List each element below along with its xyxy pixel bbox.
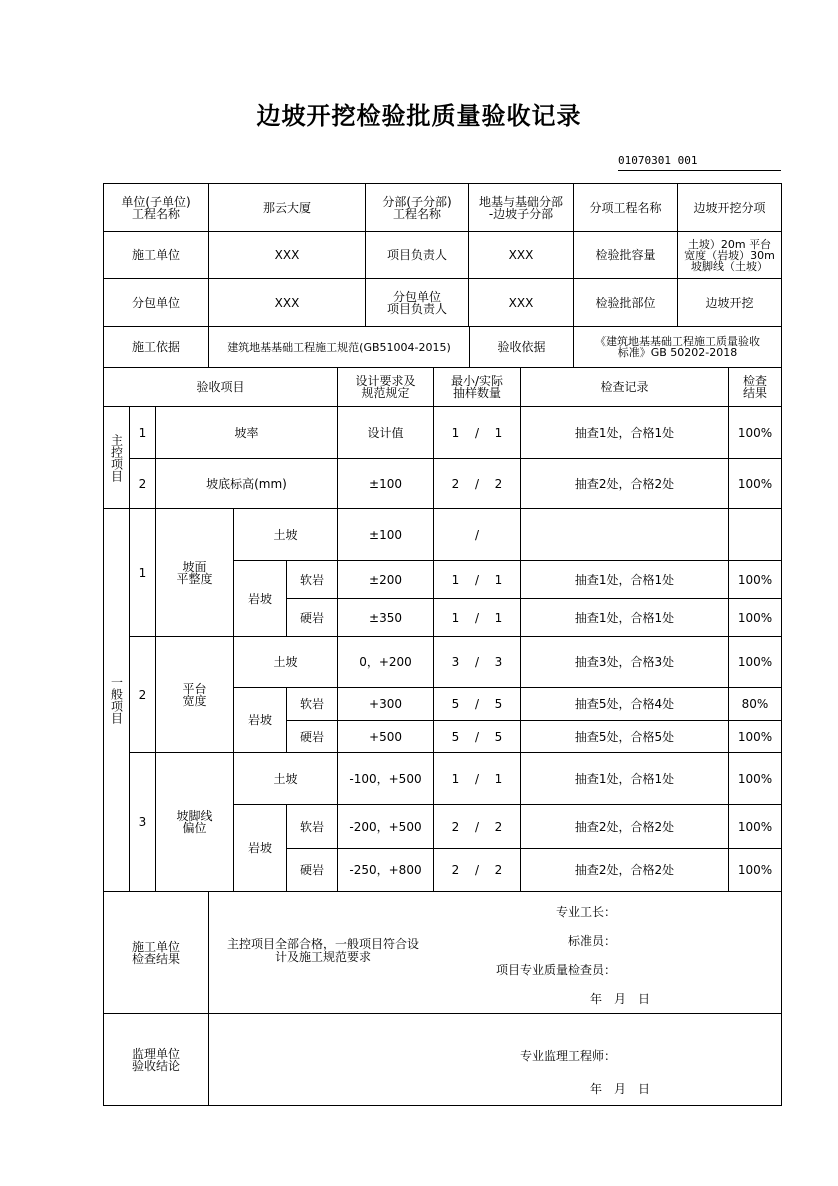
soil-sample	[433, 752, 521, 805]
col-sample: 最小/实际 抽样数量	[433, 367, 521, 407]
part-label: 检验批部位	[573, 278, 678, 327]
soil-sample	[433, 636, 521, 688]
sample-sep: /	[474, 863, 479, 877]
soft-result: 100%	[728, 804, 782, 849]
soft-rock-label: 软岩	[286, 560, 338, 599]
sample-actual: 1	[494, 572, 503, 587]
sample-min: 2	[451, 476, 460, 491]
foreman-label: 专业工长：	[555, 905, 616, 919]
sample-sep: /	[474, 697, 479, 711]
soft-sample	[433, 560, 521, 599]
main-row-record: 抽查1处，合格1处	[520, 406, 729, 459]
sample-min: 1	[451, 572, 460, 587]
construction-date: 年 月 日	[589, 992, 650, 1006]
hard-result: 100%	[728, 598, 782, 637]
soil-slope-label: 土坡	[233, 636, 338, 688]
basis-label: 施工依据	[103, 326, 209, 368]
soft-sample	[433, 687, 521, 721]
main-row-item: 坡率	[155, 406, 338, 459]
sample-sep: /	[474, 572, 479, 587]
main-control-label: 主控项目	[103, 406, 130, 509]
sample-min: 1	[451, 425, 460, 440]
sample-min: 3	[451, 655, 460, 669]
sample-min: 2	[451, 819, 460, 834]
main-row-result: 100%	[728, 406, 782, 459]
soil-record: 抽查1处，合格1处	[520, 752, 729, 805]
supervision-label: 监理单位 验收结论	[103, 1013, 209, 1106]
sample-sep: /	[474, 655, 479, 669]
soil-design: 0，+200	[337, 636, 434, 688]
rock-slope-label: 岩坡	[233, 804, 287, 892]
sample-min: 1	[451, 610, 460, 625]
soil-slope-label: 土坡	[233, 508, 338, 561]
sample-min: 5	[451, 729, 460, 744]
hard-result: 100%	[728, 720, 782, 753]
main-row-sample	[433, 458, 521, 509]
soft-design: ±200	[337, 560, 434, 599]
division-label: 分部(子分部) 工程名称	[365, 183, 469, 232]
hard-result: 100%	[728, 848, 782, 892]
soft-result: 100%	[728, 560, 782, 599]
sample-actual: 1	[494, 610, 503, 625]
soil-design: -100，+500	[337, 752, 434, 805]
contractor-label: 施工单位	[103, 231, 209, 279]
sample-actual: 2	[494, 819, 503, 834]
hard-sample	[433, 720, 521, 753]
sample-actual: 1	[494, 771, 503, 786]
general-group-item: 坡脚线 偏位	[155, 752, 234, 892]
hard-sample	[433, 848, 521, 892]
soil-result	[728, 508, 782, 561]
sample-sep: /	[474, 425, 479, 440]
hard-record: 抽查2处，合格2处	[520, 848, 729, 892]
sample-actual: 5	[494, 697, 503, 711]
soft-rock-label: 软岩	[286, 687, 338, 721]
part-value: 边坡开挖	[677, 278, 782, 327]
subitem-value: 边坡开挖分项	[677, 183, 782, 232]
sub-pm-label: 分包单位 项目负责人	[365, 278, 469, 327]
col-item: 验收项目	[103, 367, 338, 407]
construction-check-label: 施工单位 检查结果	[103, 891, 209, 1014]
subcontractor-value: XXX	[208, 278, 366, 327]
general-group-item: 平台 宽度	[155, 636, 234, 753]
sub-pm-value: XXX	[468, 278, 574, 327]
subitem-label: 分项工程名称	[573, 183, 678, 232]
standard-label: 标准员：	[567, 934, 616, 948]
sample-min: 2	[451, 863, 460, 877]
capacity-value: 土坡）20m 平台 宽度（岩坡）30m 坡脚线（土坡）	[677, 231, 782, 279]
hard-record: 抽查5处，合格5处	[520, 720, 729, 753]
hard-rock-label: 硬岩	[286, 848, 338, 892]
soft-record: 抽查2处，合格2处	[520, 804, 729, 849]
unit-value: 那云大厦	[208, 183, 366, 232]
contractor-value: XXX	[208, 231, 366, 279]
hard-design: +500	[337, 720, 434, 753]
soil-record: 抽查3处，合格3处	[520, 636, 729, 688]
sample-actual: 1	[494, 425, 503, 440]
general-group-no: 1	[129, 508, 156, 637]
sample-sep: /	[474, 527, 480, 542]
accept-basis-label: 验收依据	[469, 326, 574, 368]
pm-value: XXX	[468, 231, 574, 279]
soft-sample	[433, 804, 521, 849]
general-label: 一般项目	[103, 508, 130, 892]
sample-sep: /	[474, 819, 479, 834]
general-group-item: 坡面 平整度	[155, 508, 234, 637]
col-design: 设计要求及 规范规定	[337, 367, 434, 407]
main-row-design: 设计值	[337, 406, 434, 459]
sample-actual: 2	[494, 476, 503, 491]
sample-actual: 5	[494, 729, 503, 744]
page-title: 边坡开挖检验批质量验收记录	[256, 102, 582, 130]
sample-actual: 3	[494, 655, 503, 669]
hard-sample	[433, 598, 521, 637]
main-row-no: 2	[129, 458, 156, 509]
soil-sample	[433, 508, 521, 561]
soft-record: 抽查1处，合格1处	[520, 560, 729, 599]
construction-conclusion: 主控项目全部合格，一般项目符合设 计及施工规范要求	[226, 937, 419, 964]
rock-slope-label: 岩坡	[233, 560, 287, 637]
soil-slope-label: 土坡	[233, 752, 338, 805]
supervisor-label: 专业监理工程师：	[519, 1049, 616, 1063]
hard-rock-label: 硬岩	[286, 598, 338, 637]
basis-value: 建筑地基基础工程施工规范(GB51004-2015)	[208, 326, 470, 368]
hard-design: ±350	[337, 598, 434, 637]
soil-design: ±100	[337, 508, 434, 561]
soft-design: +300	[337, 687, 434, 721]
general-group-no: 2	[129, 636, 156, 753]
main-row-item: 坡底标高(mm)	[155, 458, 338, 509]
hard-record: 抽查1处，合格1处	[520, 598, 729, 637]
capacity-label: 检验批容量	[573, 231, 678, 279]
soft-rock-label: 软岩	[286, 804, 338, 849]
main-row-record: 抽查2处，合格2处	[520, 458, 729, 509]
main-row-result: 100%	[728, 458, 782, 509]
main-row-design: ±100	[337, 458, 434, 509]
sample-sep: /	[474, 476, 479, 491]
sample-sep: /	[474, 610, 479, 625]
soft-record: 抽查5处，合格4处	[520, 687, 729, 721]
pm-label: 项目负责人	[365, 231, 469, 279]
supervision-date: 年 月 日	[589, 1082, 650, 1096]
sample-sep: /	[474, 771, 479, 786]
main-row-sample	[433, 406, 521, 459]
soft-design: -200，+500	[337, 804, 434, 849]
sample-actual: 2	[494, 863, 503, 877]
soil-record	[520, 508, 729, 561]
soil-result: 100%	[728, 752, 782, 805]
subcontractor-label: 分包单位	[103, 278, 209, 327]
unit-label: 单位(子单位) 工程名称	[103, 183, 209, 232]
sample-min: 5	[451, 697, 460, 711]
general-group-no: 3	[129, 752, 156, 892]
doc-number: 01070301 001	[618, 154, 781, 171]
col-result: 检查 结果	[728, 367, 782, 407]
sample-min: 1	[451, 771, 460, 786]
hard-rock-label: 硬岩	[286, 720, 338, 753]
accept-basis-value: 《建筑地基基础工程施工质量验收 标准》GB 50202-2018	[573, 326, 782, 368]
soft-result: 80%	[728, 687, 782, 721]
sample-sep: /	[474, 729, 479, 744]
inspector-label: 项目专业质量检查员：	[495, 963, 616, 977]
soil-result: 100%	[728, 636, 782, 688]
col-record: 检查记录	[520, 367, 729, 407]
division-value: 地基与基础分部 -边坡子分部	[468, 183, 574, 232]
hard-design: -250，+800	[337, 848, 434, 892]
main-row-no: 1	[129, 406, 156, 459]
rock-slope-label: 岩坡	[233, 687, 287, 753]
